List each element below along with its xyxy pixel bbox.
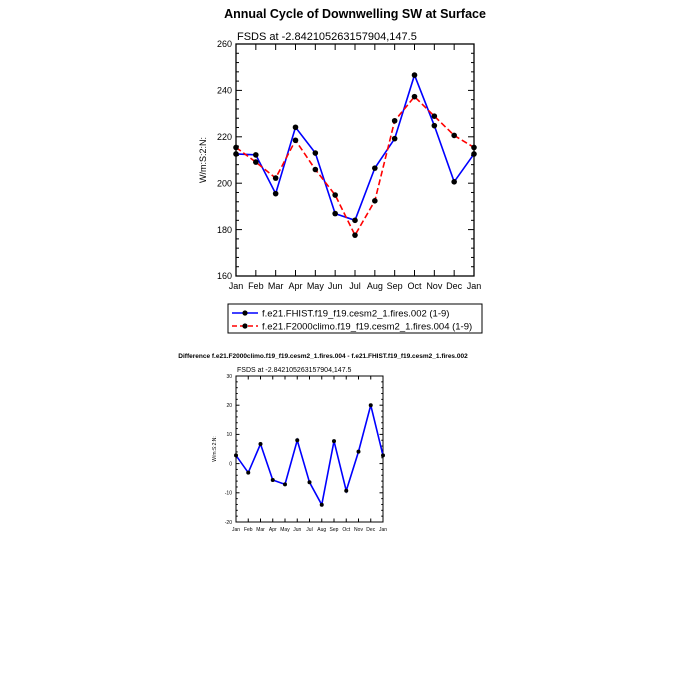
data-point-0: [344, 489, 348, 493]
data-point-0: [233, 151, 239, 157]
data-point-0: [253, 152, 259, 158]
data-point-1: [412, 94, 418, 100]
plot-frame: [236, 44, 474, 276]
data-point-1: [233, 145, 239, 151]
x-tick-label: Jan: [228, 281, 244, 291]
series-line-0: [236, 405, 383, 505]
legend: [228, 304, 482, 333]
chart-subtitle: FSDS at -2.842105263157904,147.5: [237, 367, 352, 374]
data-point-0: [332, 439, 336, 443]
data-point-1: [352, 232, 358, 238]
x-tick-label: Jan: [466, 281, 482, 291]
data-point-1: [451, 133, 457, 139]
data-point-1: [372, 198, 378, 204]
chart-title: Annual Cycle of Downwelling SW at Surface: [224, 7, 486, 21]
x-tick-label: Jun: [327, 281, 343, 291]
data-point-0: [332, 211, 338, 217]
data-point-0: [369, 403, 373, 407]
y-tick-label: 0: [229, 461, 232, 468]
data-point-0: [372, 165, 378, 171]
data-point-1: [273, 175, 279, 181]
x-tick-label: Oct: [407, 281, 422, 291]
data-point-0: [234, 453, 238, 457]
y-tick-label: -20: [224, 519, 232, 526]
data-point-0: [271, 478, 275, 482]
data-point-0: [412, 72, 418, 78]
legend-label: f.e21.F2000climo.f19_f19.cesm2_1.fires.004 (1-9): [262, 321, 473, 333]
data-point-0: [246, 471, 250, 475]
y-axis-label: W/m:S:2:N:: [198, 136, 208, 184]
x-tick-label: Apr: [268, 527, 277, 533]
data-point-1: [293, 137, 299, 143]
data-point-0: [313, 150, 319, 156]
x-tick-label: Jul: [306, 527, 313, 533]
x-tick-label: Mar: [267, 281, 284, 291]
x-tick-label: Apr: [288, 281, 303, 291]
data-point-0: [357, 450, 361, 454]
chart-subtitle: FSDS at -2.842105263157904,147.5: [237, 31, 417, 43]
y-tick-label: 180: [216, 224, 232, 235]
data-point-1: [253, 159, 259, 165]
x-tick-label: Mar: [256, 527, 265, 533]
difference-chart: [178, 353, 468, 533]
x-tick-label: Nov: [426, 281, 443, 291]
series-line-0: [236, 75, 474, 220]
data-point-0: [320, 503, 324, 507]
y-axis-label: W/m:S:2:N:: [212, 436, 218, 462]
y-tick-label: 160: [216, 271, 232, 282]
x-tick-label: Aug: [366, 281, 383, 291]
x-tick-label: Feb: [243, 527, 253, 533]
data-point-1: [432, 113, 438, 119]
data-point-0: [352, 218, 358, 224]
data-point-0: [432, 123, 438, 129]
data-point-1: [313, 167, 319, 173]
y-tick-label: 20: [226, 402, 232, 409]
y-tick-label: 200: [216, 178, 232, 189]
x-tick-label: Oct: [342, 527, 351, 533]
data-point-0: [308, 480, 312, 484]
y-tick-label: 220: [216, 131, 232, 142]
annual-cycle-chart: [198, 7, 486, 333]
y-tick-label: -10: [224, 490, 232, 497]
x-tick-label: May: [306, 281, 324, 291]
data-point-0: [295, 438, 299, 442]
x-tick-label: Dec: [446, 281, 463, 291]
data-point-1: [332, 192, 338, 198]
chart-title: Difference f.e21.F2000climo.f19_f19.cesm2_1.fires.004 - f.e21.FHIST.f19_f19.cesm2_1.fires.002: [178, 353, 468, 360]
legend-label: f.e21.FHIST.f19_f19.cesm2_1.fires.002 (1-9): [262, 308, 450, 320]
x-tick-label: Dec: [366, 527, 376, 533]
x-tick-label: Sep: [329, 527, 339, 533]
y-tick-label: 240: [216, 85, 232, 96]
data-point-0: [471, 151, 477, 157]
data-point-0: [259, 442, 263, 446]
legend-marker: [242, 310, 247, 315]
series-line-1: [236, 97, 474, 236]
data-point-0: [392, 136, 398, 142]
x-tick-label: Aug: [317, 527, 327, 533]
y-tick-label: 10: [226, 432, 232, 439]
x-tick-label: Jan: [378, 527, 388, 533]
data-point-0: [283, 482, 287, 486]
x-tick-label: May: [280, 527, 290, 533]
data-point-0: [293, 124, 299, 130]
data-point-0: [451, 179, 457, 185]
x-tick-label: Jul: [349, 281, 361, 291]
x-tick-label: Feb: [248, 281, 264, 291]
data-point-1: [392, 118, 398, 124]
y-tick-label: 30: [226, 373, 232, 380]
data-point-0: [273, 191, 279, 197]
x-tick-label: Sep: [386, 281, 403, 291]
x-tick-label: Jun: [293, 527, 302, 533]
y-tick-label: 260: [216, 39, 232, 50]
x-tick-label: Nov: [354, 527, 363, 533]
data-point-1: [471, 145, 477, 151]
data-point-0: [381, 453, 385, 457]
x-tick-label: Jan: [231, 527, 241, 533]
legend-marker: [242, 323, 247, 328]
